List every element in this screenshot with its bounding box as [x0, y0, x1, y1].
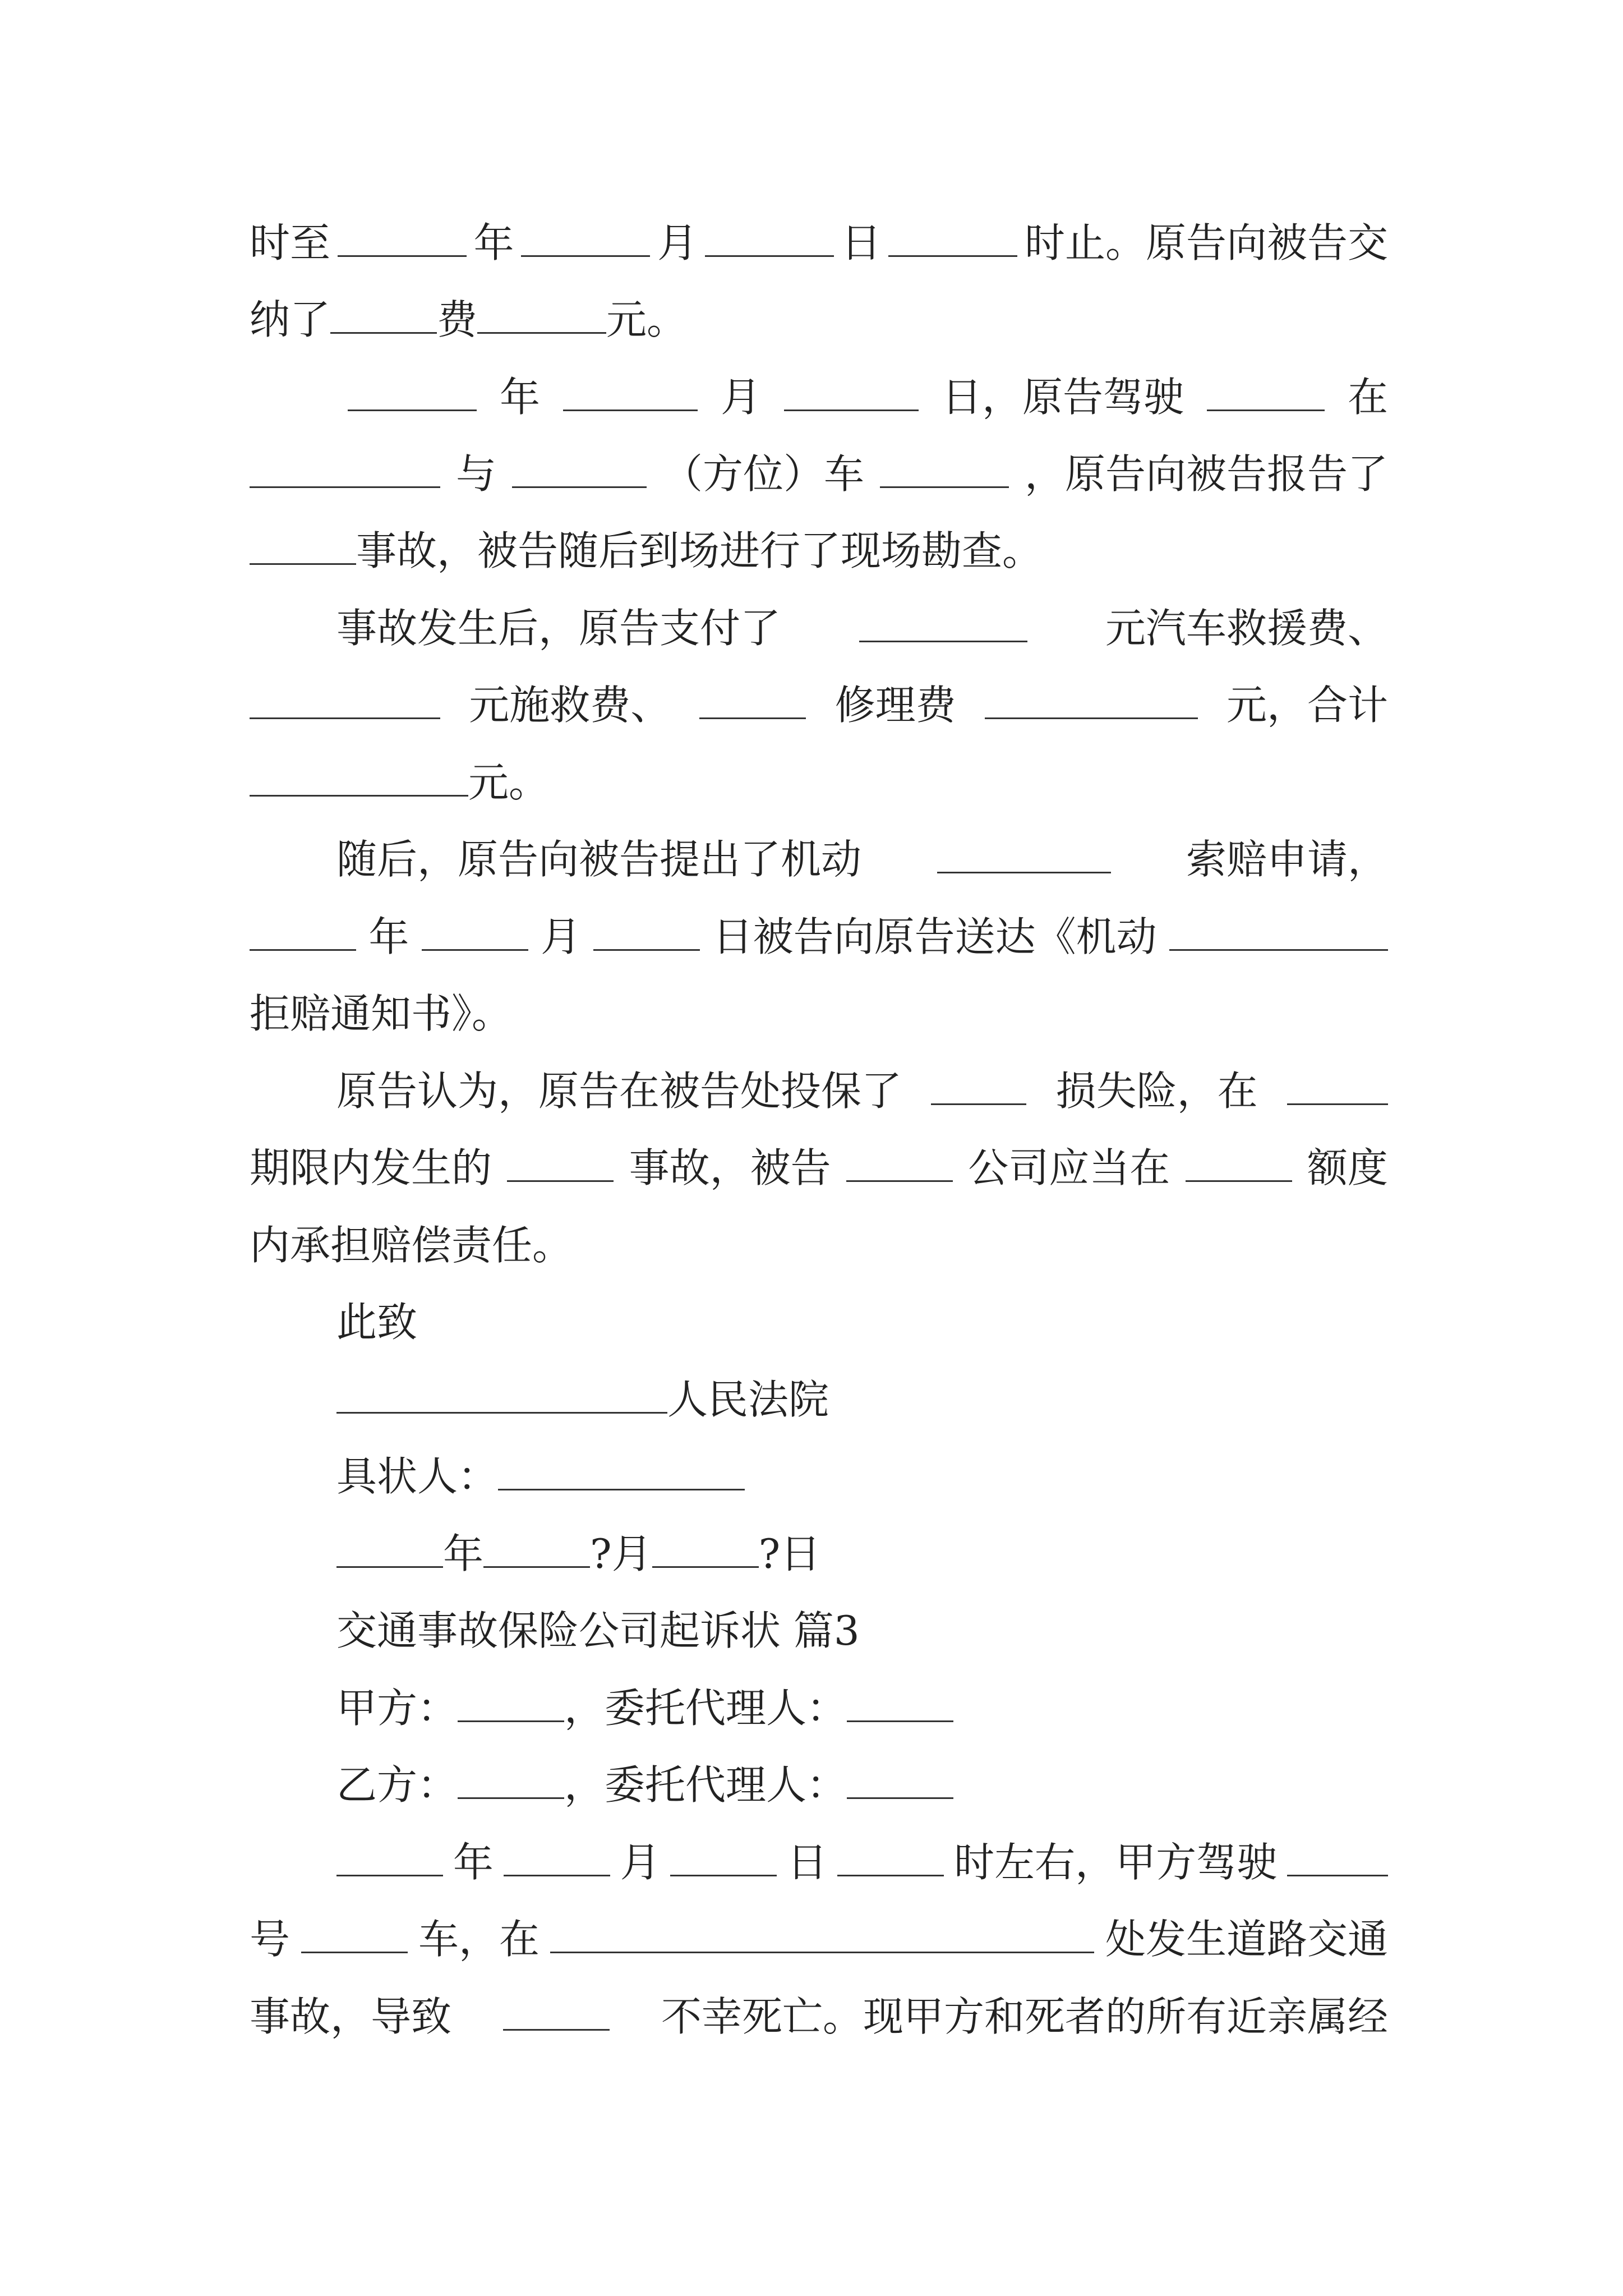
blank-field: [1287, 1837, 1388, 1876]
blank-field: [483, 1528, 590, 1568]
blank-field: [250, 448, 440, 488]
text-segment: 年: [368, 913, 409, 960]
text-segment: 处发生道路交通: [1105, 1916, 1388, 1963]
text-line: [336, 1294, 1388, 1350]
text-segment: 交通事故保险公司起诉状 篇3: [336, 1607, 860, 1654]
text-line: [348, 369, 1388, 425]
blank-field: [837, 1837, 944, 1876]
text-segment: 日被告向原告送达《机动: [712, 913, 1157, 960]
blank-field: [1186, 1142, 1292, 1182]
blank-field: [336, 1837, 443, 1876]
text-segment: 年: [453, 1839, 494, 1886]
text-line: [250, 986, 1388, 1042]
text-line: [250, 1217, 1388, 1273]
text-segment: ，委托代理人：: [564, 1761, 847, 1809]
blank-field: [652, 1528, 759, 1568]
text-segment: 额度: [1307, 1144, 1388, 1191]
text-segment: 日，原告驾驶: [941, 374, 1184, 421]
blank-field: [1207, 371, 1325, 411]
text-line: [250, 523, 1388, 579]
blank-field: [593, 911, 700, 951]
blank-field: [859, 602, 1027, 642]
text-segment: 纳了: [250, 296, 331, 343]
text-segment: 事故，被告: [629, 1144, 831, 1191]
blank-field: [705, 217, 834, 257]
blank-field: [458, 1759, 564, 1799]
blank-field: [985, 679, 1198, 719]
text-line: [336, 1680, 1388, 1736]
blank-field: [784, 371, 919, 411]
text-segment: 在: [1347, 374, 1388, 421]
text-segment: 随后，原告向被告提出了机动: [336, 836, 862, 883]
blank-field: [563, 371, 698, 411]
text-segment: 期限内发生的: [250, 1144, 492, 1191]
blank-field: [880, 448, 1009, 488]
blank-field: [301, 1913, 408, 1953]
blank-field: [847, 1682, 953, 1722]
text-segment: ，委托代理人：: [564, 1685, 847, 1732]
blank-field: [507, 1142, 614, 1182]
text-segment: 车，在: [418, 1916, 540, 1963]
text-line: [250, 215, 1388, 271]
blank-field: [699, 679, 806, 719]
text-segment: 月: [720, 374, 761, 421]
section-title: [336, 1603, 1388, 1659]
blank-field: [348, 371, 477, 411]
blank-field: [503, 1991, 610, 2031]
text-segment: 与: [455, 450, 496, 498]
text-line: [250, 909, 1388, 965]
text-segment: ?日: [758, 1530, 821, 1577]
text-segment: 事故发生后，原告支付了: [336, 605, 781, 652]
text-segment: 元。: [606, 296, 688, 343]
blank-field: [937, 834, 1111, 873]
blank-field: [888, 217, 1017, 257]
blank-field: [846, 1142, 953, 1182]
blank-field: [250, 679, 440, 719]
text-line: [336, 1834, 1388, 1890]
blank-field: [336, 1528, 443, 1568]
text-segment: 修理费: [834, 682, 956, 729]
blank-field: [477, 294, 606, 334]
text-segment: 乙方：: [336, 1761, 458, 1809]
blank-field: [1169, 911, 1388, 951]
blank-field: [338, 217, 467, 257]
text-segment: 事故，导致: [250, 1993, 452, 2040]
blank-field: [504, 1837, 610, 1876]
text-line: [250, 1989, 1388, 2045]
text-line: [250, 292, 1388, 348]
blank-field: [422, 911, 528, 951]
blank-field: [458, 1682, 564, 1722]
text-segment: 年: [443, 1530, 484, 1577]
text-line: [336, 1448, 1388, 1504]
text-segment: 具状人：: [336, 1453, 499, 1500]
blank-field: [670, 1837, 777, 1876]
text-line: [336, 600, 1388, 656]
text-segment: 月: [620, 1839, 661, 1886]
text-segment: 时左右，甲方驾驶: [954, 1839, 1278, 1886]
text-line: [336, 1063, 1388, 1119]
blank-field: [521, 217, 650, 257]
text-line: [250, 754, 1388, 811]
blank-field: [250, 757, 468, 797]
text-line: [336, 1526, 1388, 1582]
blank-field: [550, 1913, 1094, 1953]
text-segment: 元汽车救援费、: [1105, 605, 1388, 652]
text-segment: ?月: [590, 1530, 652, 1577]
blank-field: [847, 1759, 953, 1799]
text-segment: 原告认为，原告在被告处投保了: [336, 1068, 902, 1115]
blank-field: [1287, 1065, 1388, 1105]
text-segment: 不幸死亡。现甲方和死者的所有近亲属经: [661, 1993, 1388, 2040]
blank-field: [330, 294, 437, 334]
text-line: [250, 1140, 1388, 1196]
text-line: [250, 446, 1388, 502]
text-segment: 费: [437, 296, 478, 343]
text-segment: 月: [657, 219, 698, 266]
blank-field: [250, 911, 356, 951]
text-segment: 元施救费、: [469, 682, 671, 729]
text-segment: 日: [841, 219, 882, 266]
text-segment: 索赔申请，: [1186, 836, 1388, 883]
text-segment: 甲方：: [336, 1685, 458, 1732]
text-segment: （方位）车: [662, 450, 864, 498]
text-segment: 人民法院: [667, 1376, 829, 1423]
text-segment: 月: [540, 913, 581, 960]
text-segment: 损失险，在: [1055, 1068, 1258, 1115]
blank-field: [931, 1065, 1026, 1105]
blank-field: [498, 1451, 745, 1490]
text-segment: 日: [787, 1839, 828, 1886]
text-segment: 时止。原告向被告交: [1024, 219, 1388, 266]
blank-field: [336, 1374, 667, 1414]
text-segment: 号: [250, 1916, 291, 1963]
text-segment: 年: [499, 374, 540, 421]
text-segment: 公司应当在: [968, 1144, 1170, 1191]
text-segment: 元，合计: [1226, 682, 1388, 729]
text-segment: ，原告向被告报告了: [1024, 450, 1388, 498]
text-segment: 内承担赔偿责任。: [250, 1222, 573, 1269]
text-segment: 此致: [336, 1299, 418, 1346]
text-line: [336, 1757, 1388, 1813]
blank-field: [512, 448, 647, 488]
text-segment: 年: [473, 219, 514, 266]
text-segment: 事故，被告随后到场进行了现场勘查。: [356, 527, 1043, 574]
text-line: [336, 831, 1388, 887]
text-line: [250, 677, 1388, 733]
text-segment: 拒赔通知书》。: [250, 990, 513, 1037]
text-line: [336, 1372, 1388, 1428]
text-line: [250, 1911, 1388, 1967]
text-segment: 元。: [468, 759, 550, 806]
blank-field: [250, 525, 356, 565]
text-segment: 时至: [250, 219, 331, 266]
